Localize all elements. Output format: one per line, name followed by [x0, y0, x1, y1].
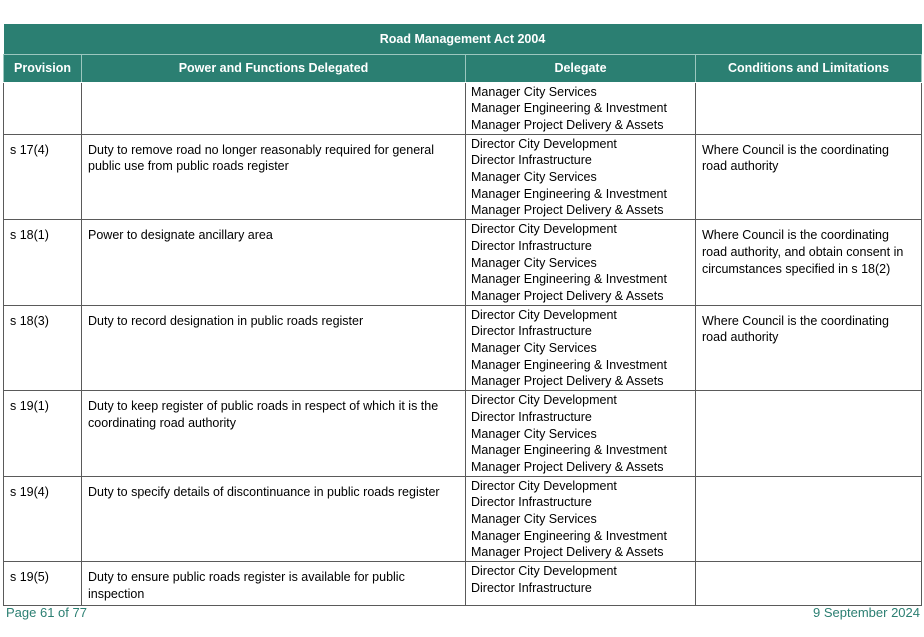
delegation-table	[3, 24, 922, 606]
delegate-name: Director City Development	[471, 136, 617, 151]
delegate-name: Manager Engineering & Investment	[471, 443, 667, 458]
delegate-name: Manager Project Delivery & Assets	[471, 459, 664, 474]
delegate-name: Manager Project Delivery & Assets	[471, 374, 664, 389]
table-row	[4, 220, 922, 306]
delegate-name: Director Infrastructure	[471, 409, 592, 424]
table-body	[4, 82, 922, 606]
conditions-cell: Where Council is the coordinating road authority	[696, 305, 922, 391]
header-delegate: Delegate	[466, 54, 696, 82]
delegate-name: Manager Engineering & Investment	[471, 357, 667, 372]
provision-cell: s 19(1)	[4, 391, 82, 477]
delegate-name: Manager Engineering & Investment	[471, 528, 667, 543]
delegate-cell	[466, 305, 696, 391]
table-row	[4, 562, 922, 606]
delegate-name: Manager Engineering & Investment	[471, 272, 667, 287]
delegate-cell	[466, 82, 696, 134]
delegate-cell	[466, 562, 696, 606]
delegate-name: Director City Development	[471, 307, 617, 322]
delegate-cell	[466, 476, 696, 562]
provision-cell: s 19(5)	[4, 562, 82, 606]
delegate-name: Manager Engineering & Investment	[471, 101, 667, 116]
delegate-name: Manager Engineering & Investment	[471, 186, 667, 201]
provision-cell: s 18(1)	[4, 220, 82, 306]
table-row	[4, 82, 922, 134]
table-row	[4, 305, 922, 391]
table-row	[4, 134, 922, 220]
conditions-cell	[696, 391, 922, 477]
delegate-name: Manager City Services	[471, 512, 597, 527]
header-conditions: Conditions and Limitations	[696, 54, 922, 82]
power-cell: Power to designate ancillary area	[82, 220, 466, 306]
delegate-name: Manager Project Delivery & Assets	[471, 203, 664, 218]
delegate-cell	[466, 220, 696, 306]
delegate-name: Director City Development	[471, 393, 617, 408]
conditions-cell: Where Council is the coordinating road authority, and obtain consent in circumstances specified in s 18(2)	[696, 220, 922, 306]
table-title: Road Management Act 2004	[4, 24, 922, 54]
conditions-cell	[696, 82, 922, 134]
conditions-cell	[696, 562, 922, 606]
header-provision: Provision	[4, 54, 82, 82]
delegate-name: Manager City Services	[471, 426, 597, 441]
delegate-name: Director Infrastructure	[471, 580, 592, 595]
delegate-cell	[466, 391, 696, 477]
delegate-cell	[466, 134, 696, 220]
provision-cell	[4, 82, 82, 134]
delegate-name: Manager City Services	[471, 341, 597, 356]
power-cell	[82, 82, 466, 134]
provision-cell: s 17(4)	[4, 134, 82, 220]
table-row	[4, 476, 922, 562]
delegate-name: Manager Project Delivery & Assets	[471, 117, 664, 132]
conditions-cell: Where Council is the coordinating road authority	[696, 134, 922, 220]
table-header-row	[4, 54, 922, 82]
delegate-name: Manager City Services	[471, 170, 597, 185]
delegate-name: Director City Development	[471, 564, 617, 579]
page-number: Page 61 of 77	[6, 605, 87, 620]
delegate-name: Manager City Services	[471, 255, 597, 270]
delegate-name: Manager City Services	[471, 84, 597, 99]
power-cell: Duty to specify details of discontinuance in public roads register	[82, 476, 466, 562]
delegate-name: Director Infrastructure	[471, 495, 592, 510]
provision-cell: s 19(4)	[4, 476, 82, 562]
power-cell: Duty to record designation in public roads register	[82, 305, 466, 391]
conditions-cell	[696, 476, 922, 562]
delegate-name: Director Infrastructure	[471, 324, 592, 339]
delegate-name: Director Infrastructure	[471, 153, 592, 168]
delegate-name: Manager Project Delivery & Assets	[471, 288, 664, 303]
power-cell: Duty to remove road no longer reasonably required for general public use from public roads register	[82, 134, 466, 220]
table-row	[4, 391, 922, 477]
delegate-name: Manager Project Delivery & Assets	[471, 545, 664, 560]
delegation-table-container	[3, 24, 921, 606]
power-cell: Duty to keep register of public roads in respect of which it is the coordinating road authority	[82, 391, 466, 477]
provision-cell: s 18(3)	[4, 305, 82, 391]
power-cell: Duty to ensure public roads register is available for public inspection	[82, 562, 466, 606]
delegate-name: Director City Development	[471, 222, 617, 237]
document-date: 9 September 2024	[813, 605, 920, 620]
delegate-name: Director Infrastructure	[471, 238, 592, 253]
header-power: Power and Functions Delegated	[82, 54, 466, 82]
delegate-name: Director City Development	[471, 478, 617, 493]
table-title-row	[4, 24, 922, 54]
